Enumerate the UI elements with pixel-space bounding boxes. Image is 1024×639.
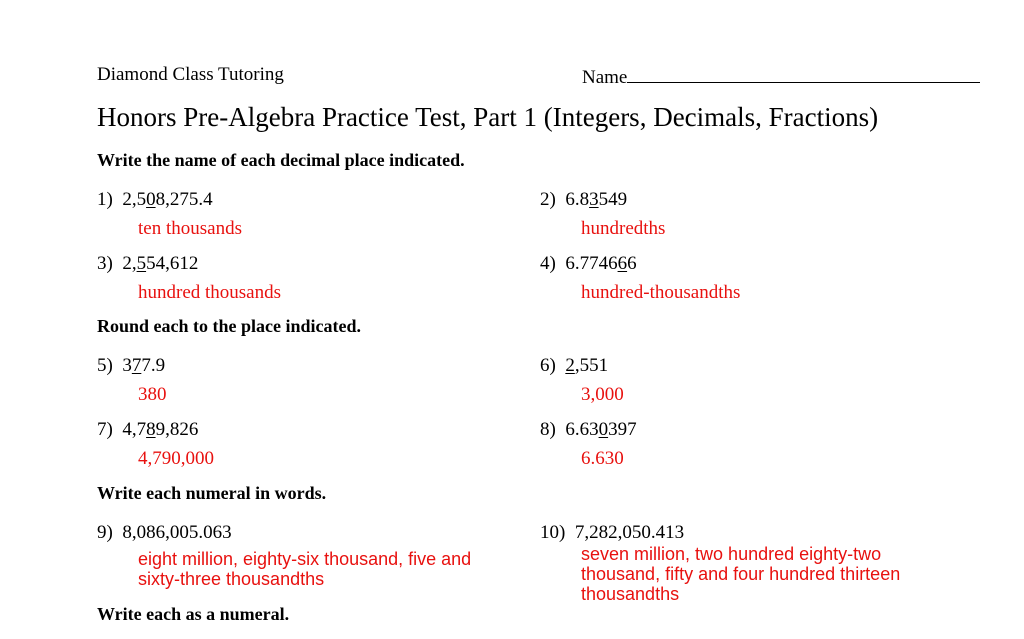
- answer-9: eight million, eighty-six thousand, five and sixty-three thousandths: [138, 549, 472, 589]
- problem-suffix: ,551: [574, 355, 609, 376]
- problem-number: 3): [97, 253, 113, 274]
- problem-number: 2): [540, 189, 556, 210]
- answer-5: 380: [138, 384, 167, 405]
- problem-number: 7): [97, 419, 113, 440]
- problem-suffix: 549: [598, 189, 628, 210]
- problem-1: [97, 189, 213, 211]
- section-heading-rounding: Round each to the place indicated.: [97, 316, 362, 336]
- underlined-digit: 3: [589, 189, 599, 210]
- underlined-digit: 8: [146, 419, 156, 440]
- problem-suffix: 54,612: [146, 253, 199, 274]
- problem-prefix: 6.8: [565, 189, 590, 210]
- problem-prefix: 2,: [122, 253, 137, 274]
- problem-4: [540, 253, 637, 275]
- underlined-digit: 5: [136, 253, 147, 274]
- answer-6: 3,000: [581, 384, 624, 405]
- problem-suffix: 9,826: [155, 419, 199, 440]
- problem-number: 6): [540, 355, 556, 376]
- problem-prefix: 2,5: [122, 189, 147, 210]
- answer-1: ten thousands: [138, 218, 242, 239]
- problem-prefix: 6.7746: [565, 253, 618, 274]
- section-heading-decimal-place: Write the name of each decimal place indicated.: [97, 150, 465, 170]
- problem-2: [540, 189, 627, 211]
- problem-suffix: 7.9: [141, 355, 166, 376]
- underlined-digit: 6: [617, 253, 628, 274]
- problem-prefix: 3: [122, 355, 132, 376]
- answer-3: hundred thousands: [138, 282, 282, 303]
- problem-number: 8): [540, 419, 556, 440]
- problem-suffix: 8,275.4: [155, 189, 213, 210]
- answer-2: hundredths: [581, 218, 666, 239]
- answer-10: seven million, two hundred eighty-two thousand, fifty and four hundred thirteen thousandths: [581, 544, 901, 604]
- problem-suffix: 6: [627, 253, 637, 274]
- problem-number: 5): [97, 355, 113, 376]
- problem-value: 7,282,050.413: [574, 522, 685, 543]
- problem-3: [97, 253, 198, 275]
- problem-value: 8,086,005.063: [122, 522, 232, 543]
- organization-name: Diamond Class Tutoring: [97, 64, 284, 85]
- section-heading-words: Write each numeral in words.: [97, 483, 327, 503]
- underlined-digit: 2: [565, 355, 575, 376]
- answer-8: 6.630: [581, 448, 624, 469]
- underlined-digit: 0: [146, 189, 156, 210]
- name-field[interactable]: [582, 64, 980, 89]
- page-title: Honors Pre-Algebra Practice Test, Part 1 (Integers, Decimals, Fractions): [97, 102, 879, 132]
- problem-10: [540, 522, 684, 544]
- problem-5: [97, 355, 165, 377]
- name-blank-line[interactable]: [627, 64, 980, 83]
- problem-number: 10): [540, 522, 566, 543]
- name-label: Name: [582, 67, 628, 88]
- problem-number: 1): [97, 189, 113, 210]
- problem-7: [97, 419, 198, 441]
- underlined-digit: 0: [598, 419, 609, 440]
- problem-number: 4): [540, 253, 556, 274]
- problem-number: 9): [97, 522, 113, 543]
- problem-8: [540, 419, 637, 441]
- underlined-digit: 7: [131, 355, 142, 376]
- answer-4: hundred-thousandths: [581, 282, 741, 303]
- answer-7: 4,790,000: [138, 448, 214, 469]
- problem-suffix: 397: [608, 419, 637, 440]
- problem-prefix: 4,7: [122, 419, 147, 440]
- problem-9: [97, 522, 232, 544]
- section-heading-numeral: Write each as a numeral.: [97, 604, 290, 624]
- problem-6: [540, 355, 608, 377]
- problem-prefix: 6.63: [565, 419, 599, 440]
